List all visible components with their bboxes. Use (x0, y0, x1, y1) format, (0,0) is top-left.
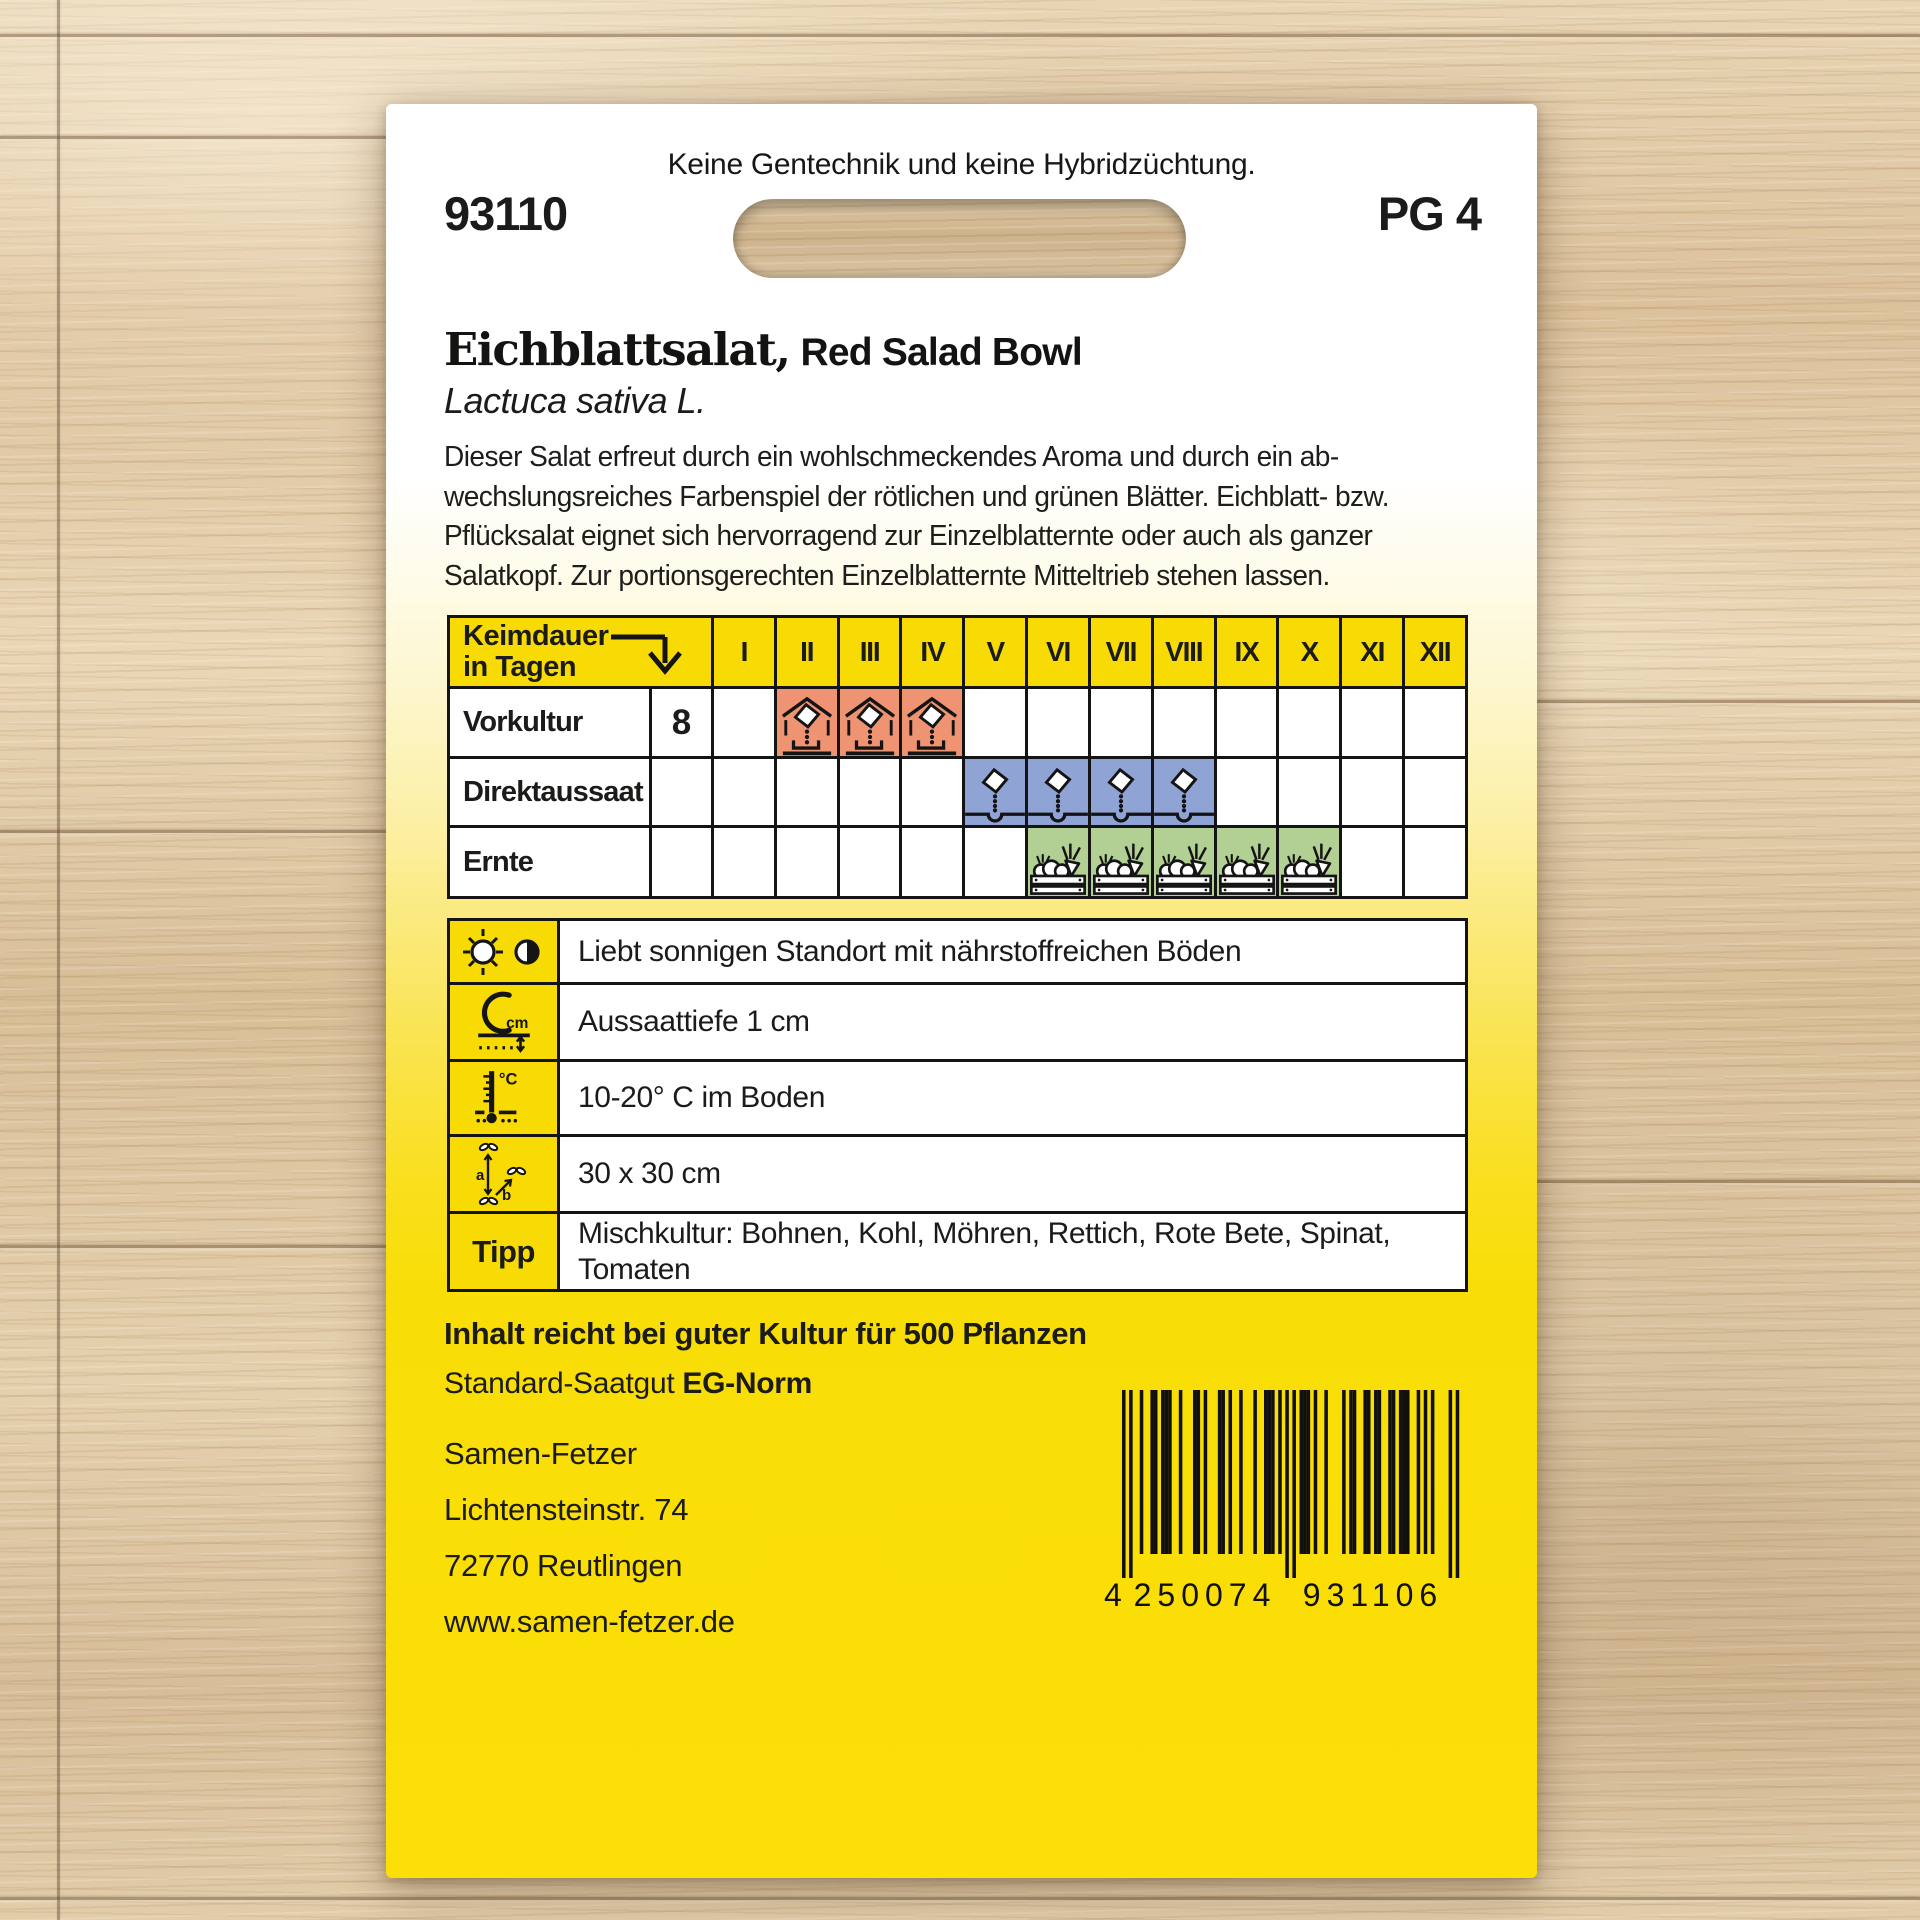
month-header-III: III (840, 618, 903, 689)
greenhouse-sowing-icon (905, 696, 959, 756)
hanging-slot-cutout (733, 199, 1186, 278)
month-header-XI: XI (1342, 618, 1405, 689)
calendar-cell-I (714, 759, 777, 828)
yield-note: Inhalt reicht bei guter Kultur für 500 Pflanzen (444, 1316, 1087, 1351)
svg-text:a: a (475, 1167, 484, 1184)
product-name: Eichblattsalat (444, 323, 776, 376)
direct-sowing-cell-VIII (1154, 759, 1217, 828)
direct-sowing-icon (1154, 765, 1214, 825)
calendar-cell-XI (1342, 828, 1405, 899)
address (444, 1426, 735, 1650)
calendar-cell-XI (1342, 689, 1405, 759)
month-header-IV: IV (902, 618, 965, 689)
greenhouse-sowing-cell-II (777, 689, 840, 759)
calendar-row-label: Ernte (450, 828, 652, 899)
month-header-XII: XII (1405, 618, 1468, 689)
harvest-crate-cell-IX (1217, 828, 1280, 899)
harvest-crate-icon (1154, 836, 1213, 895)
title-separator: , (775, 323, 790, 376)
calendar-cell-III (840, 759, 903, 828)
calendar-cell-XI (1342, 759, 1405, 828)
calendar-cell-V (965, 828, 1028, 899)
calendar-cell-III (840, 828, 903, 899)
calendar-cell-I (714, 828, 777, 899)
address-line-city: 72770 Reutlingen (444, 1548, 683, 1583)
wood-plank-seam (0, 34, 1920, 37)
month-header-VIII: VIII (1154, 618, 1217, 689)
barcode-right-group: 931106 (1302, 1577, 1444, 1613)
direct-sowing-icon (965, 765, 1025, 825)
address-line-street: Lichtensteinstr. 74 (444, 1492, 689, 1527)
calendar-cell-II (777, 828, 840, 899)
product-title (444, 323, 1082, 376)
botanical-name: Lactuca sativa L. (444, 380, 706, 421)
price-group: PG 4 (1377, 187, 1481, 240)
sowing-calendar (447, 615, 1468, 899)
calendar-cell-V (965, 689, 1028, 759)
wood-plank-seam (1537, 1180, 1920, 1183)
direct-sowing-icon (1091, 765, 1151, 825)
barcode-left-group: 250074 (1133, 1577, 1277, 1613)
calendar-row-label: Vorkultur (450, 689, 652, 759)
month-header-VII: VII (1091, 618, 1154, 689)
calendar-cell-VI (1028, 689, 1091, 759)
calendar-cell-IX (1217, 689, 1280, 759)
calendar-cell-IV (902, 759, 965, 828)
seed-packet-back (386, 104, 1537, 1878)
direct-sowing-cell-VI (1028, 759, 1091, 828)
seed-standard-norm: EG-Norm (682, 1367, 812, 1400)
calendar-cell-XII (1405, 828, 1468, 899)
direct-sowing-icon (1028, 765, 1088, 825)
description-line: Dieser Salat erfreut durch ein wohlschmeckendes Aroma und durch ein ab- (444, 441, 1339, 473)
variety-name: Red Salad Bowl (800, 331, 1082, 374)
greenhouse-sowing-cell-III (840, 689, 903, 759)
harvest-crate-cell-VII (1091, 828, 1154, 899)
direct-sowing-cell-V (965, 759, 1028, 828)
germination-duration-header: Keimdauer in Tagen (450, 618, 714, 689)
gmo-note: Keine Gentechnik und keine Hybridzüchtung. (667, 148, 1256, 181)
address-line-company: Samen-Fetzer (444, 1436, 637, 1471)
info-text-spacing: 30 x 30 cm (560, 1137, 1468, 1214)
svg-text:b: b (501, 1187, 511, 1204)
wood-plank-seam (57, 0, 60, 1920)
month-header-I: I (714, 618, 777, 689)
greenhouse-sowing-cell-IV (902, 689, 965, 759)
harvest-crate-icon (1217, 836, 1276, 895)
seed-standard-prefix: Standard-Saatgut (444, 1367, 683, 1400)
wood-plank-seam (1537, 700, 1920, 703)
harvest-crate-cell-VIII (1154, 828, 1217, 899)
greenhouse-sowing-icon (780, 696, 834, 756)
article-number: 93110 (444, 187, 568, 240)
sowing-depth-icon (450, 985, 560, 1062)
info-text-temperature: 10-20° C im Boden (560, 1062, 1468, 1137)
soil-temperature-icon (450, 1062, 560, 1137)
info-text-light: Liebt sonnigen Standort mit nährstoffreichen Böden (560, 921, 1468, 985)
calendar-cell-VIII (1154, 689, 1217, 759)
month-header-X: X (1279, 618, 1342, 689)
month-header-V: V (965, 618, 1028, 689)
calendar-cell-X (1279, 759, 1342, 828)
direct-sowing-cell-VII (1091, 759, 1154, 828)
germination-days-value (652, 828, 714, 899)
calendar-cell-X (1279, 689, 1342, 759)
calendar-cell-II (777, 759, 840, 828)
svg-text:°C: °C (498, 1070, 517, 1089)
harvest-crate-cell-VI (1028, 828, 1091, 899)
calendar-row-label: Direktaussaat (450, 759, 652, 828)
tipp-label: Tipp (450, 1214, 560, 1292)
calendar-cell-XII (1405, 689, 1468, 759)
month-header-VI: VI (1028, 618, 1091, 689)
barcode-bars (1122, 1390, 1459, 1578)
arrow-down-icon (609, 629, 695, 679)
calendar-cell-I (714, 689, 777, 759)
barcode (1102, 1382, 1462, 1619)
description-line: Salatkopf. Zur portionsgerechten Einzelblatternte Mitteltrieb stehen lassen. (444, 559, 1330, 592)
info-text-tipp: Mischkultur: Bohnen, Kohl, Möhren, Rettich, Rote Bete, Spinat, Tomaten (560, 1214, 1468, 1292)
description-line: Pflücksalat eignet sich hervorragend zur Einzelblatternte oder auch als ganzer (444, 520, 1373, 552)
greenhouse-sowing-icon (843, 696, 897, 756)
month-header-II: II (777, 618, 840, 689)
harvest-crate-cell-X (1279, 828, 1342, 899)
calendar-cell-XII (1405, 759, 1468, 828)
month-header-IX: IX (1217, 618, 1280, 689)
svg-text:cm: cm (505, 1015, 528, 1033)
barcode-first-digit: 4 (1104, 1577, 1128, 1613)
plant-spacing-icon (450, 1137, 560, 1214)
address-line-website: www.samen-fetzer.de (444, 1604, 735, 1639)
calendar-cell-IX (1217, 759, 1280, 828)
harvest-crate-icon (1280, 836, 1339, 895)
wood-plank-seam (0, 1897, 1920, 1900)
sun-partial-shade-icon (450, 921, 560, 985)
harvest-crate-icon (1091, 836, 1150, 895)
germination-days-value (652, 759, 714, 828)
calendar-cell-VII (1091, 689, 1154, 759)
description (444, 438, 1389, 596)
seed-standard (444, 1367, 812, 1401)
description-line: wechslungsreiches Farbenspiel der rötlichen und grünen Blätter. Eichblatt- bzw. (444, 480, 1389, 513)
calendar-cell-IV (902, 828, 965, 899)
info-text-depth: Aussaattiefe 1 cm (560, 985, 1468, 1062)
germination-days-value: 8 (652, 689, 714, 759)
harvest-crate-icon (1029, 836, 1088, 895)
growing-info-table (447, 918, 1468, 1292)
